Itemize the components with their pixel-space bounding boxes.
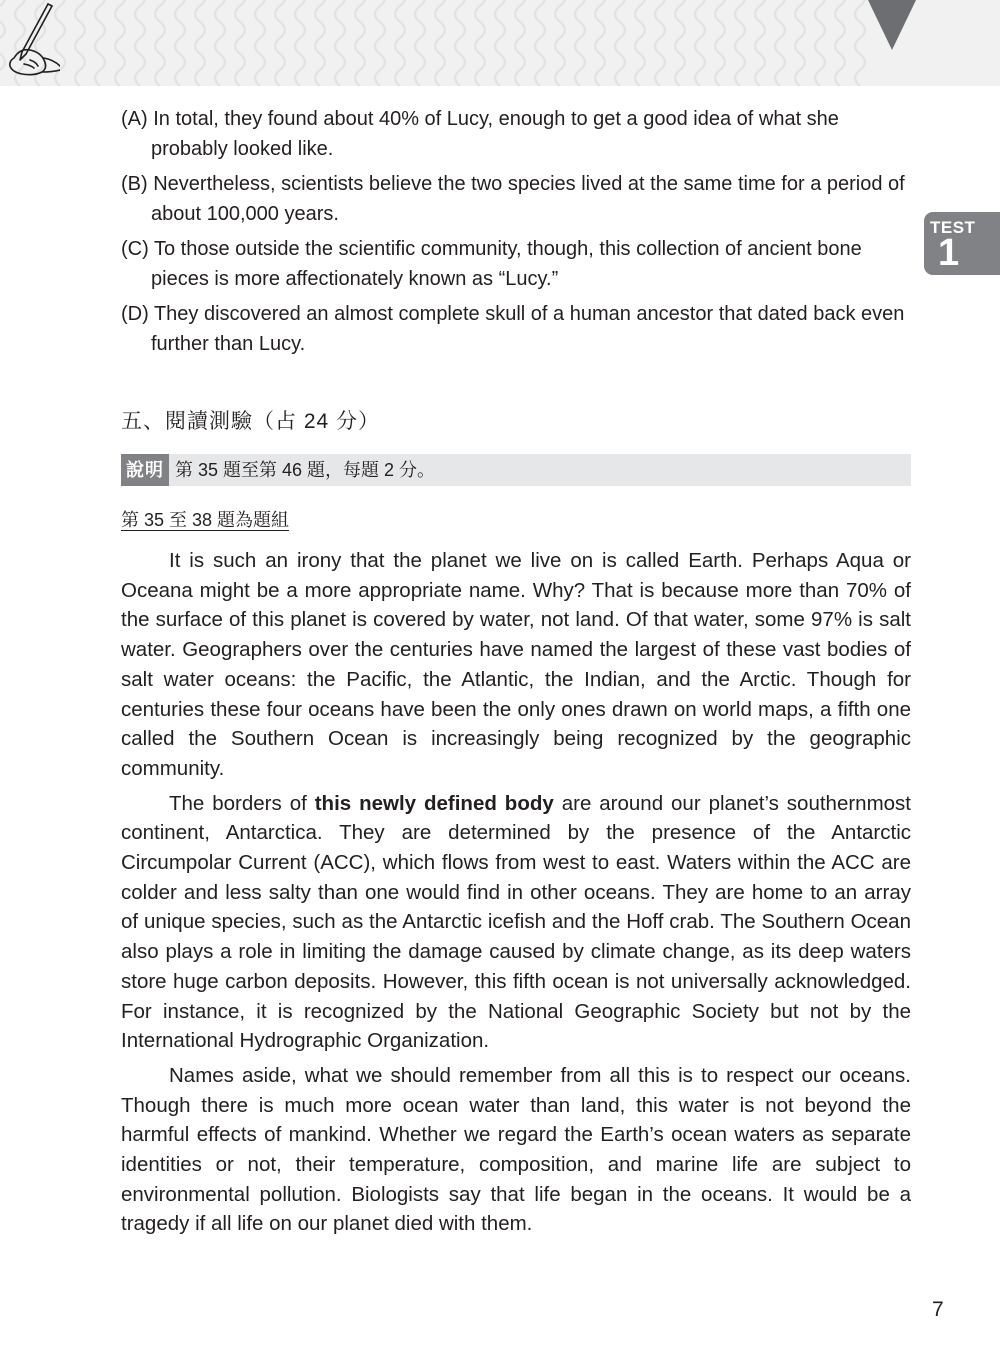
instruction-text: 第 35 題至第 46 題，每題 2 分。 [175, 460, 436, 480]
instruction-bar [121, 454, 911, 486]
option-letter: (B) [121, 173, 148, 195]
wave-pattern [0, 0, 1000, 86]
option-text: In total, they found about 40% of Lucy, enough to get a good idea of what she probably looked like. [151, 108, 839, 160]
reading-passage [121, 546, 911, 1244]
option-letter: (A) [121, 108, 148, 130]
option-a [121, 104, 911, 164]
instruction-badge: 說明 [121, 454, 169, 486]
option-d [121, 299, 911, 359]
option-text: To those outside the scientific community, though, this collection of ancient bone pieces is more affectionately known as “Lucy.” [151, 238, 862, 290]
option-text: Nevertheless, scientists believe the two species lived at the same time for a period of about 100,000 years. [151, 173, 905, 225]
page-number: 7 [932, 1298, 944, 1321]
hand-writing-icon [0, 0, 60, 76]
passage-paragraph-1: It is such an irony that the planet we live on is called Earth. Perhaps Aqua or Oceana might be a more appropriate name. Why? That is because more than 70% of the surface of this planet is covered by water, not land. Of that water, some 97% is salt water. Geographers over the centuries have named the largest of these vast bodies of salt water oceans: the Pacific, the Atlantic, the Indian, and the Arctic. Though for centuries these four oceans have been the only ones drawn on world maps, a fifth one called the Southern Ocean is increasingly being recognized by the geographic community. [121, 549, 911, 780]
section-title: 五、閱讀測驗（占 24 分） [121, 410, 381, 433]
passage-paragraph-3: Names aside, what we should remember from all this is to respect our oceans. Though there is much more ocean water than land, this water is not beyond the harmful effects of mankind. Whether we regard the Earth’s ocean waters as separate identities or not, their temperature, composition, and marine life are subject to environmental pollution. Biologists say that life began in the oceans. It would be a tragedy if all life on our planet died with them. [121, 1063, 911, 1236]
paragraph-2-rest: are around our planet’s southernmost continent, Antarctica. They are determined by the presence of the Antarctic Circumpolar Current (ACC), which flows from west to east. Waters within the ACC are colder and less salty than one would find in other oceans. They are home to an array of unique species, such as the Antarctic icefish and the Hoff crab. The Southern Ocean also plays a role in limiting the damage caused by climate change, as its deep waters store huge carbon deposits. However, this fifth ocean is not universally acknowledged. For instance, it is recognized by the National Geographic Society but not by the International Hydrographic Organization. [121, 791, 912, 1053]
triangle-marker [868, 0, 916, 50]
paragraph-2-start: The borders of [169, 791, 315, 815]
bold-phrase: this newly defined body [314, 791, 554, 815]
question-group-title: 第 35 至 38 題為題組 [121, 510, 290, 530]
test-tab [924, 212, 1000, 275]
test-label: TEST [930, 218, 976, 237]
option-letter: (C) [121, 238, 149, 260]
test-number: 1 [938, 232, 960, 274]
option-letter: (D) [121, 303, 149, 325]
option-text: They discovered an almost complete skull of a human ancestor that dated back even further than Lucy. [151, 303, 905, 355]
header-band [0, 0, 1000, 86]
answer-options [121, 104, 911, 364]
passage-paragraph-2 [121, 789, 911, 1056]
option-c [121, 234, 911, 294]
option-b [121, 169, 911, 229]
